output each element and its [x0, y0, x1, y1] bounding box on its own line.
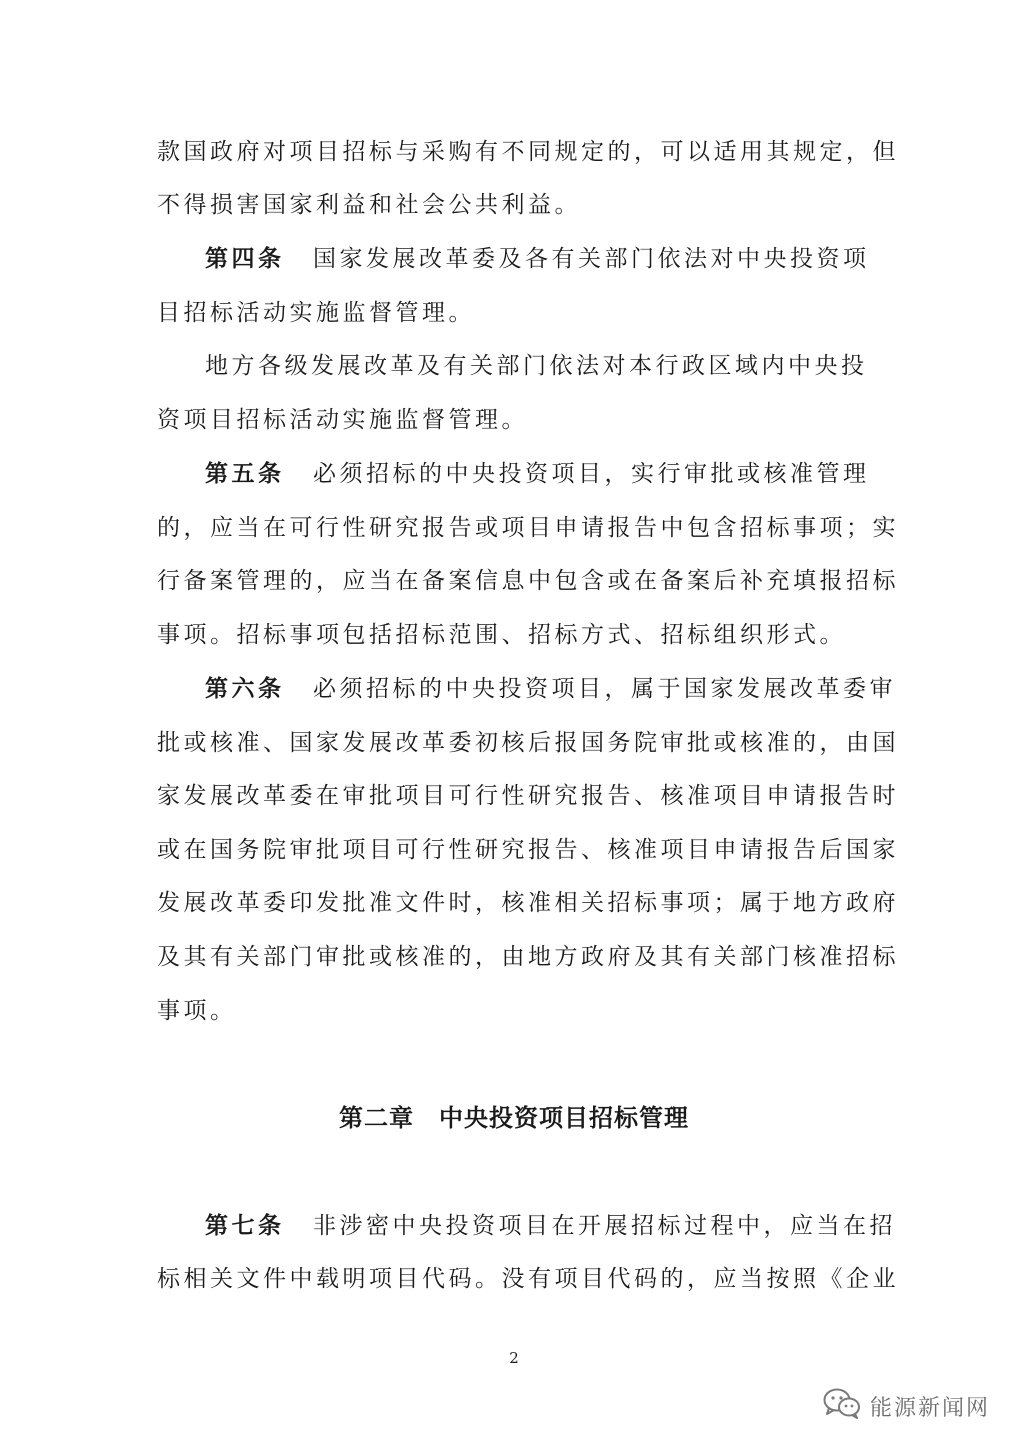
text-line: 必须招标的中央投资项目，实行审批或核准管理 — [313, 461, 870, 487]
chapter-heading: 第二章 中央投资项目招标管理 — [339, 1104, 689, 1132]
watermark — [822, 1388, 990, 1424]
watermark-text: 能源新闻网 — [870, 1395, 991, 1421]
text-line: 或在国务院审批项目可行性研究报告、核准项目申请报告后国家 — [157, 837, 899, 863]
article-label: 第四条 — [205, 246, 285, 272]
text-line: 家发展改革委在审批项目可行性研究报告、核准项目申请报告时 — [157, 783, 899, 809]
text-line: 非涉密中央投资项目在开展招标过程中，应当在招 — [313, 1213, 896, 1239]
page-number: 2 — [509, 1349, 519, 1367]
text-line: 行备案管理的，应当在备案信息中包含或在备案后补充填报招标 — [157, 568, 899, 594]
text-line: 不得损害国家利益和社会公共利益。 — [157, 192, 581, 218]
text-line: 事项。 — [157, 998, 237, 1024]
text-line: 必须招标的中央投资项目，属于国家发展改革委审 — [313, 676, 896, 702]
text-line: 款国政府对项目招标与采购有不同规定的，可以适用其规定，但 — [157, 139, 899, 165]
article-label: 第六条 — [205, 676, 285, 702]
text-line: 事项。招标事项包括招标范围、招标方式、招标组织形式。 — [157, 622, 846, 648]
text-line: 批或核准、国家发展改革委初核后报国务院审批或核准的，由国 — [157, 730, 899, 756]
text-line: 的，应当在可行性研究报告或项目申请报告中包含招标事项；实 — [157, 515, 899, 541]
text-line: 地方各级发展改革及有关部门依法对本行政区域内中央投 — [205, 353, 868, 379]
article-label: 第七条 — [205, 1213, 285, 1239]
text-line: 国家发展改革委及各有关部门依法对中央投资项 — [313, 246, 870, 272]
text-line: 发展改革委印发批准文件时，核准相关招标事项；属于地方政府 — [157, 890, 899, 916]
text-line: 及其有关部门审批或核准的，由地方政府及其有关部门核准招标 — [157, 944, 899, 970]
text-line: 目招标活动实施监督管理。 — [157, 300, 475, 326]
article-label: 第五条 — [205, 461, 285, 487]
wechat-icon — [822, 1387, 870, 1425]
text-line: 标相关文件中载明项目代码。没有项目代码的，应当按照《企业 — [157, 1266, 899, 1292]
text-line: 资项目招标活动实施监督管理。 — [157, 407, 528, 433]
